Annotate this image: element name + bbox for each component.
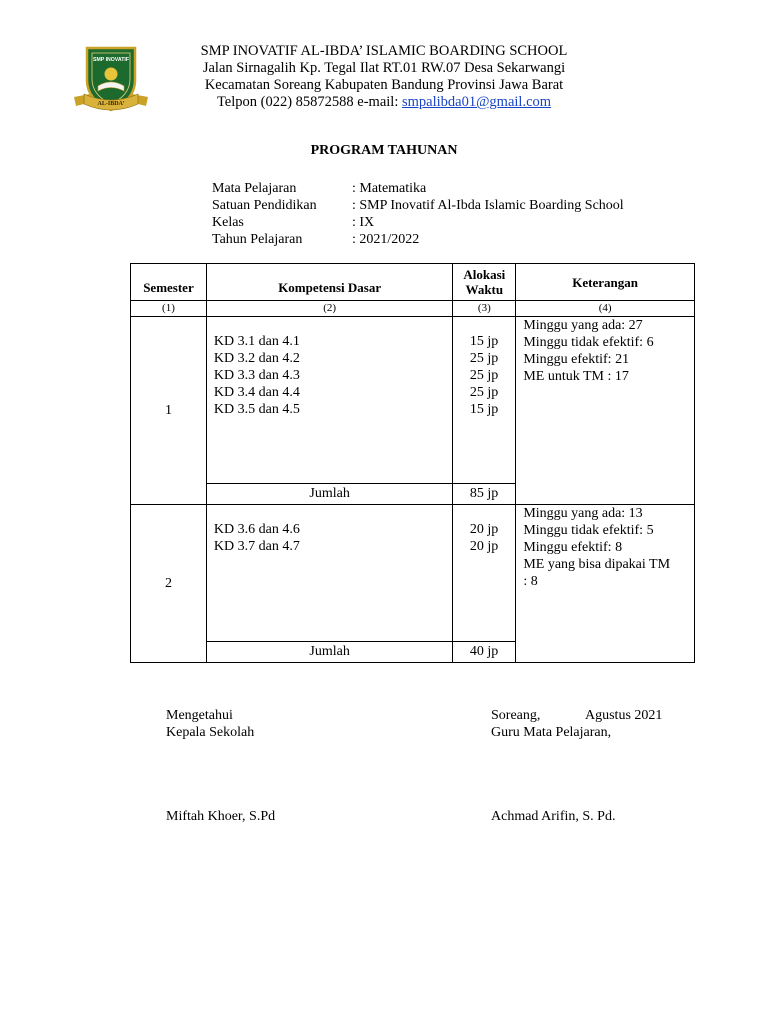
table-header-row xyxy=(131,264,695,301)
info-value: : 2021/2022 xyxy=(352,232,420,247)
alokasi-item: 20 jp xyxy=(469,539,499,554)
keterangan-item: ME yang bisa dipakai TM xyxy=(523,557,671,572)
info-value: : SMP Inovatif Al-Ibda Islamic Boarding School xyxy=(352,198,624,213)
sign-left-line2: Kepala Sekolah xyxy=(166,725,255,740)
keterangan-item: ME untuk TM : 17 xyxy=(523,369,629,384)
column-number: (2) xyxy=(206,301,452,317)
kd-item: KD 3.6 dan 4.6 xyxy=(213,522,300,537)
sign-left-line1: Mengetahui xyxy=(166,708,233,723)
column-number: (3) xyxy=(453,301,516,317)
info-label: Kelas xyxy=(212,215,244,230)
keterangan-item: Minggu tidak efektif: 6 xyxy=(523,335,654,350)
info-label: Satuan Pendidikan xyxy=(212,198,317,213)
info-value: : Matematika xyxy=(352,181,427,196)
keterangan-cell xyxy=(516,317,695,505)
header-keterangan: Keterangan xyxy=(516,264,695,301)
phone-label: Telpon (022) 85872588 e-mail: xyxy=(216,94,399,110)
semester-cell: 1 xyxy=(131,317,207,505)
keterangan-item: Minggu yang ada: 13 xyxy=(523,506,643,521)
alokasi-item: 20 jp xyxy=(469,522,499,537)
sign-right-date: Agustus 2021 xyxy=(585,708,663,723)
jumlah-value: 40 jp xyxy=(453,642,516,663)
kd-item: KD 3.7 dan 4.7 xyxy=(213,539,300,554)
sign-right-name: Achmad Arifin, S. Pd. xyxy=(491,809,616,824)
kd-item: KD 3.5 dan 4.5 xyxy=(213,402,300,417)
keterangan-item: Minggu tidak efektif: 5 xyxy=(523,523,654,538)
kd-cell xyxy=(206,317,452,484)
keterangan-cell xyxy=(516,505,695,663)
column-number: (1) xyxy=(131,301,207,317)
kd-item: KD 3.3 dan 4.3 xyxy=(213,368,300,383)
program-table xyxy=(130,263,695,663)
kd-item: KD 3.1 dan 4.1 xyxy=(213,334,300,349)
contact-line xyxy=(110,94,658,111)
header-alokasi-line2: Waktu xyxy=(465,282,504,297)
column-number: (4) xyxy=(516,301,695,317)
kd-cell xyxy=(206,505,452,642)
logo-top-text: SMP INOVATIF xyxy=(92,57,130,63)
kd-item: KD 3.2 dan 4.2 xyxy=(213,351,300,366)
column-number-row xyxy=(131,301,695,317)
jumlah-label: Jumlah xyxy=(206,642,452,663)
semester-cell: 2 xyxy=(131,505,207,663)
table-row xyxy=(131,317,695,484)
school-name: SMP INOVATIF AL-IBDA’ ISLAMIC BOARDING SCHOOL xyxy=(200,43,568,59)
keterangan-item: Minggu efektif: 21 xyxy=(523,352,630,367)
kd-item: KD 3.4 dan 4.4 xyxy=(213,385,300,400)
header-semester: Semester xyxy=(131,264,207,301)
keterangan-item: Minggu efektif: 8 xyxy=(523,540,623,555)
alokasi-item: 15 jp xyxy=(469,402,499,417)
address-line-2: Kecamatan Soreang Kabupaten Bandung Provinsi Jawa Barat xyxy=(204,77,564,93)
sign-left-name: Miftah Khoer, S.Pd xyxy=(166,809,276,824)
alokasi-cell xyxy=(453,317,516,484)
sign-right-place: Soreang, xyxy=(491,708,541,723)
header-alokasi-line1: Alokasi xyxy=(463,267,506,282)
header-kompetensi: Kompetensi Dasar xyxy=(206,264,452,301)
table-row xyxy=(131,505,695,642)
alokasi-cell xyxy=(453,505,516,642)
info-value: : IX xyxy=(352,215,375,230)
address-line-1: Jalan Sirnagalih Kp. Tegal Ilat RT.01 RW.07 Desa Sekarwangi xyxy=(202,60,566,76)
document-title: PROGRAM TAHUNAN xyxy=(310,143,458,158)
keterangan-item: : 8 xyxy=(523,574,538,589)
email-link[interactable]: smpalibda01@gmail.com xyxy=(401,94,552,110)
info-label: Tahun Pelajaran xyxy=(212,232,303,247)
logo-ribbon-text: AL-IBDA’ xyxy=(97,101,125,107)
jumlah-label: Jumlah xyxy=(206,484,452,505)
info-label: Mata Pelajaran xyxy=(212,181,297,196)
alokasi-item: 25 jp xyxy=(469,351,499,366)
sign-right-line2: Guru Mata Pelajaran, xyxy=(491,725,612,740)
keterangan-item: Minggu yang ada: 27 xyxy=(523,318,643,333)
header-alokasi xyxy=(453,264,516,301)
alokasi-item: 25 jp xyxy=(469,385,499,400)
alokasi-item: 25 jp xyxy=(469,368,499,383)
jumlah-value: 85 jp xyxy=(453,484,516,505)
alokasi-item: 15 jp xyxy=(469,334,499,349)
